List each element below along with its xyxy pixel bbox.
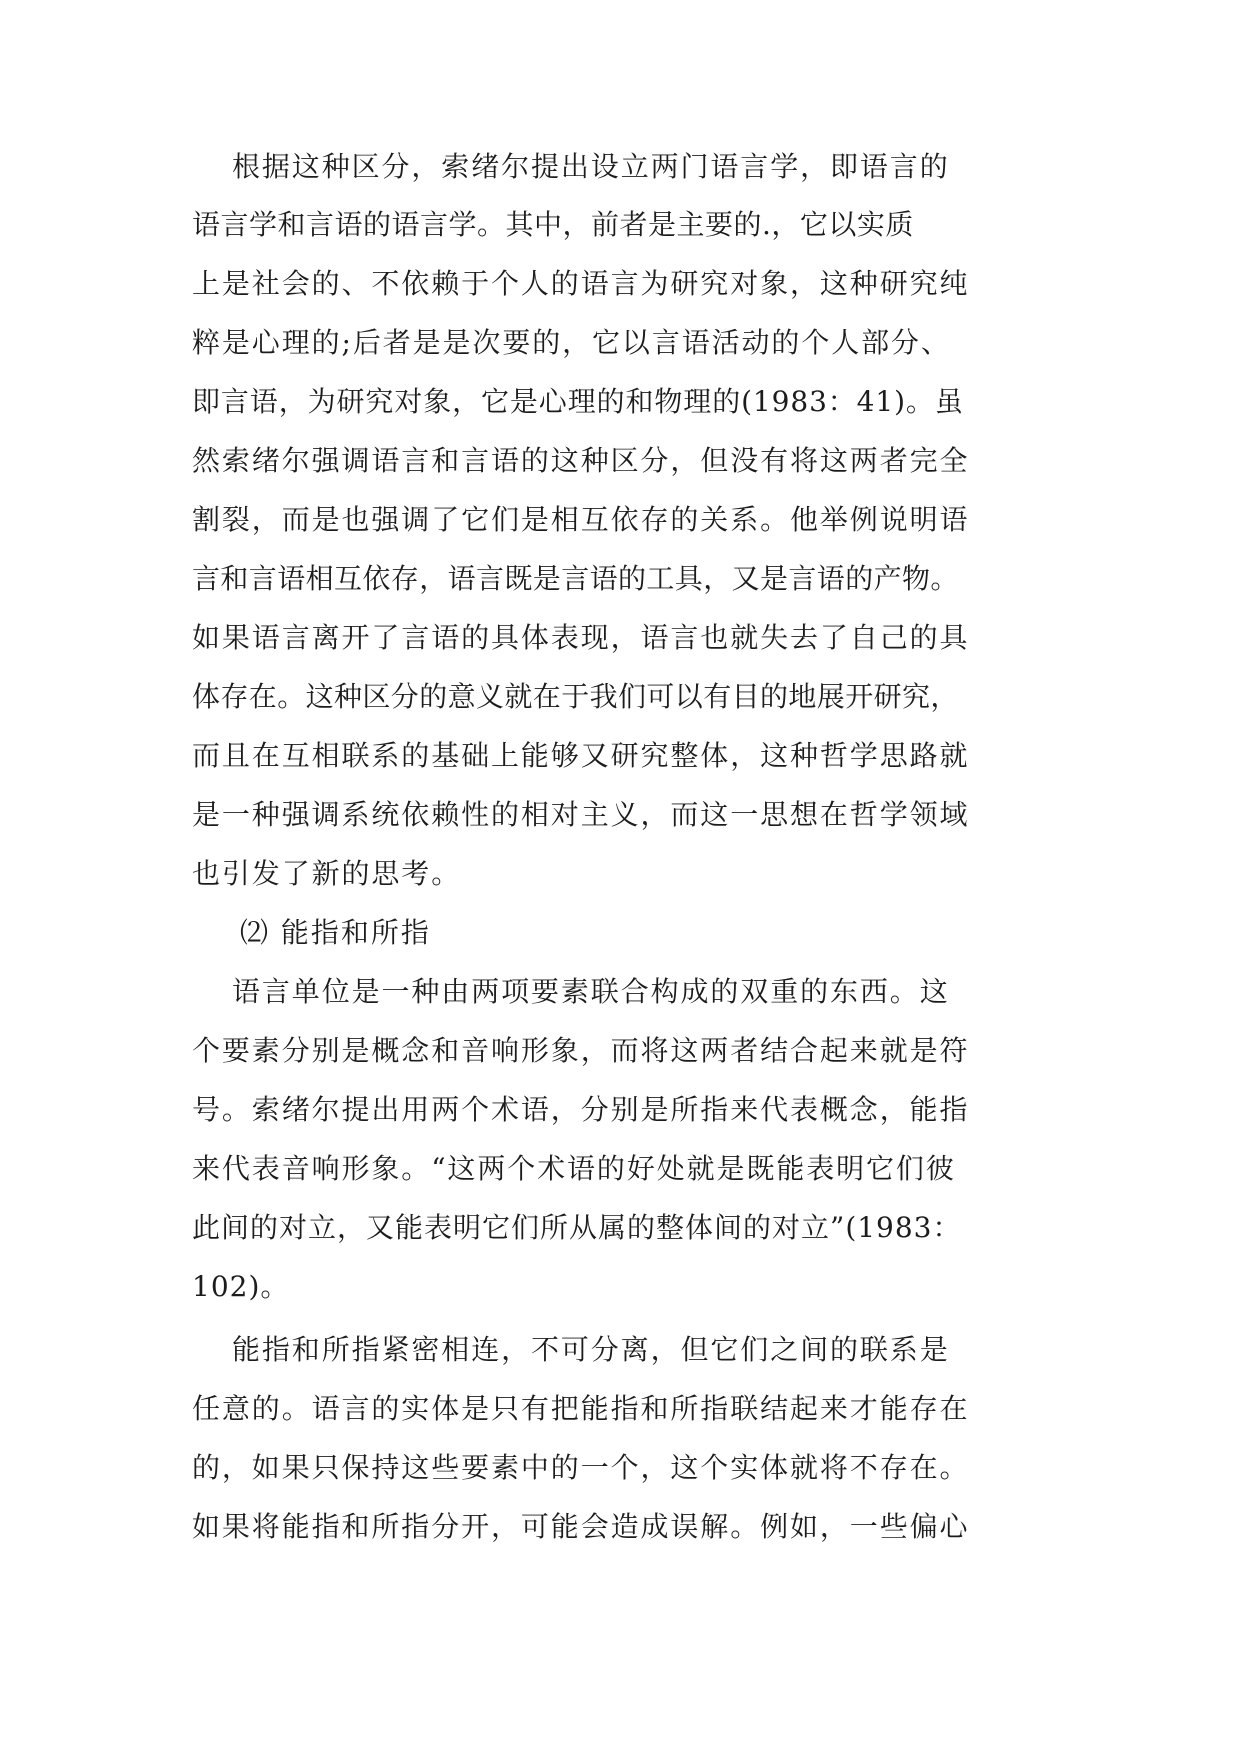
paragraph-2-line-3: 号。索绪尔提出用两个术语，分别是所指来代表概念，能指: [192, 1093, 970, 1126]
paragraph-1-line-4: 粹是心理的;后者是是次要的，它以言语活动的个人部分、: [192, 326, 951, 359]
paragraph-1-line-7: 割裂，而是也强调了它们是相互依存的关系。他举例说明语: [192, 503, 970, 536]
paragraph-1-line-13: 也引发了新的思考。: [192, 857, 462, 890]
paragraph-1-line-8: 言和言语相互依存，语言既是言语的工具，又是言语的产物。: [192, 562, 959, 595]
paragraph-3-line-2: 任意的。语言的实体是只有把能指和所指联结起来才能存在: [192, 1392, 970, 1425]
paragraph-1-line-9: 如果语言离开了言语的具体表现，语言也就失去了自己的具: [192, 621, 970, 654]
paragraph-2-line-1: 语言单位是一种由两项要素联合构成的双重的东西。这: [232, 975, 950, 1008]
paragraph-1-line-11: 而且在互相联系的基础上能够又研究整体，这种哲学思路就: [192, 739, 970, 772]
paragraph-2-line-4: 来代表音响形象。“这两个术语的好处就是既能表明它们彼: [192, 1152, 956, 1185]
section-heading: ⑵ 能指和所指: [240, 916, 431, 949]
paragraph-3-line-1: 能指和所指紧密相连，不可分离，但它们之间的联系是: [232, 1333, 950, 1366]
paragraph-1-line-6: 然索绪尔强调语言和言语的这种区分，但没有将这两者完全: [192, 444, 970, 477]
paragraph-1-line-1: 根据这种区分，索绪尔提出设立两门语言学，即语言的: [232, 150, 950, 183]
paragraph-2-line-5: 此间的对立，又能表明它们所从属的整体间的对立”(1983：: [192, 1211, 962, 1244]
paragraph-1-line-10: 体存在。这种区分的意义就在于我们可以有目的地展开研究，: [192, 680, 959, 713]
paragraph-3-line-3: 的，如果只保持这些要素中的一个，这个实体就将不存在。: [192, 1451, 970, 1484]
paragraph-1-line-12: 是一种强调系统依赖性的相对主义，而这一思想在哲学领域: [192, 798, 970, 831]
paragraph-2-line-6: 102)。: [192, 1270, 290, 1303]
paragraph-2-line-2: 个要素分别是概念和音响形象，而将这两者结合起来就是符: [192, 1034, 970, 1067]
paragraph-1-line-3: 上是社会的、不依赖于个人的语言为研究对象，这种研究纯: [192, 267, 970, 300]
paragraph-3-line-4: 如果将能指和所指分开，可能会造成误解。例如，一些偏心: [192, 1510, 970, 1543]
paragraph-1-line-5: 即言语，为研究对象，它是心理的和物理的(1983：41)。虽: [192, 385, 964, 418]
paragraph-1-line-2: 语言学和言语的语言学。其中，前者是主要的.，它以实质: [192, 208, 914, 241]
